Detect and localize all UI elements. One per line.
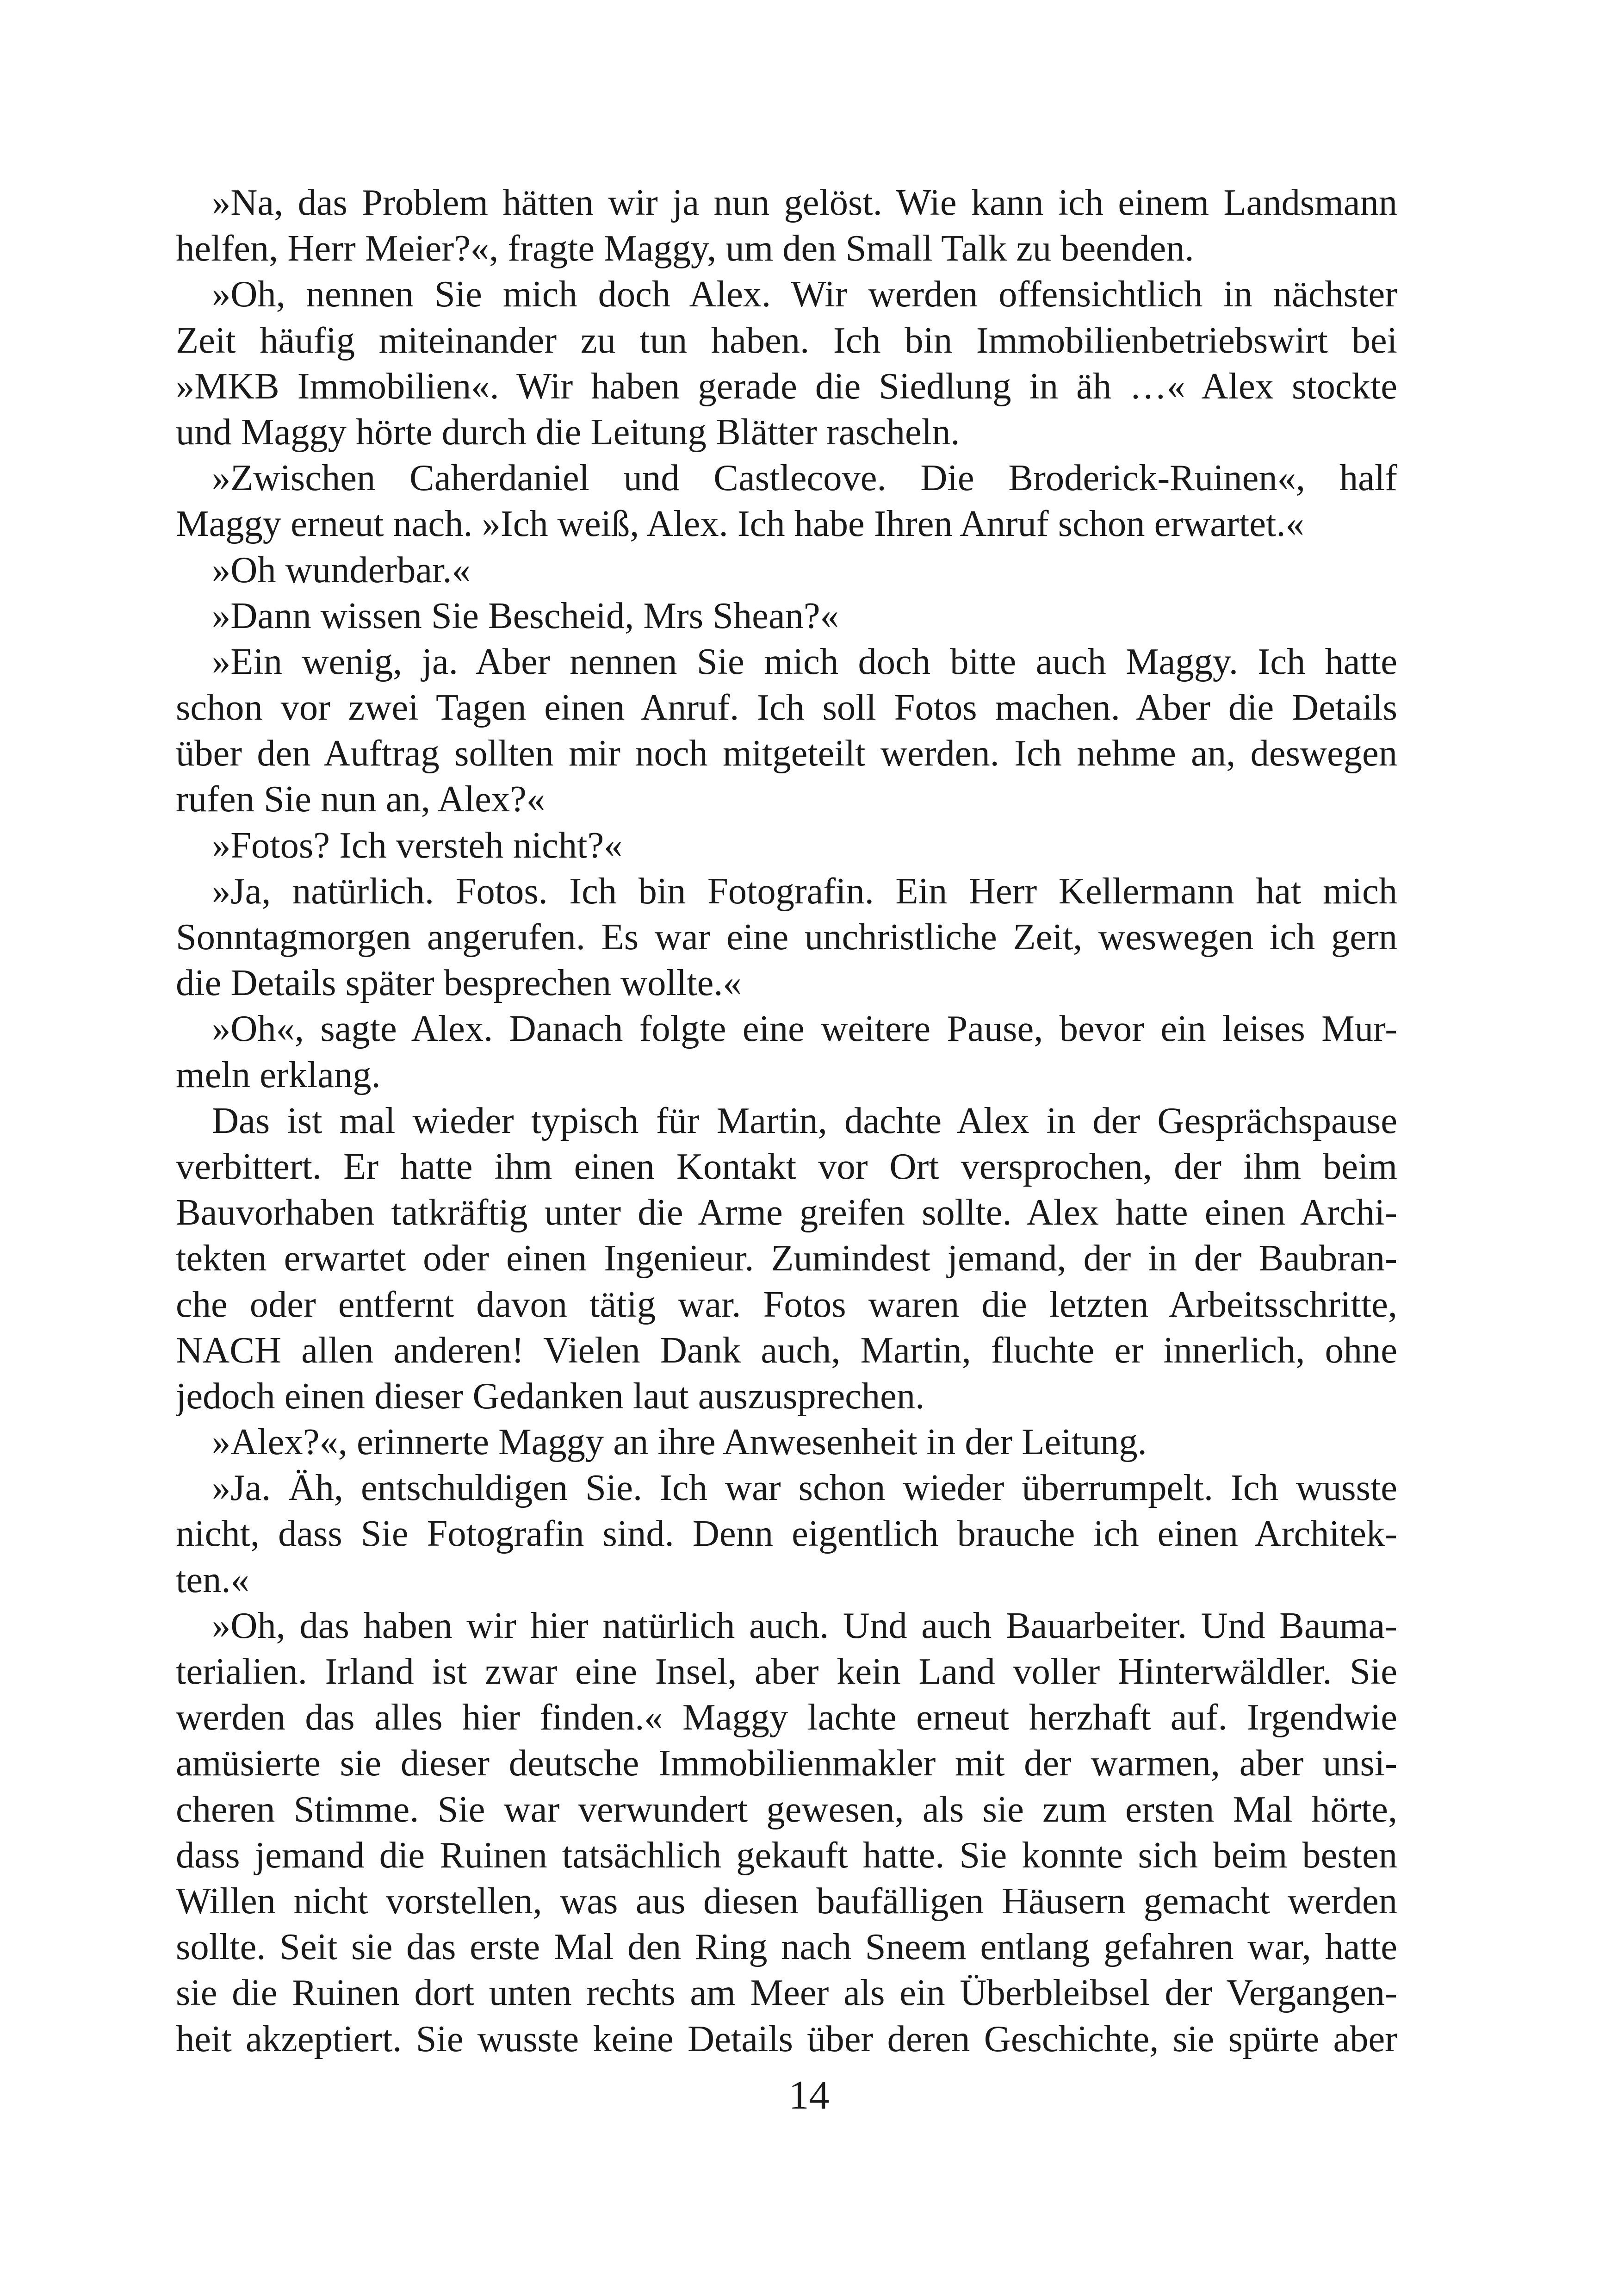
text-line: jedoch einen dieser Gedanken laut auszusprechen. <box>176 1375 925 1417</box>
text-line: amüsierte sie dieser deutsche Immobilienmakler mit der warmen, aber unsi- <box>176 1742 1397 1784</box>
text-line: schon vor zwei Tagen einen Anruf. Ich soll Fotos machen. Aber die Details <box>176 687 1397 728</box>
text-line: Bauvorhaben tatkräftig unter die Arme greifen sollte. Alex hatte einen Archi- <box>176 1192 1397 1233</box>
text-line: meln erklang. <box>176 1054 381 1095</box>
page-number: 14 <box>788 2073 830 2118</box>
text-line: »Dann wissen Sie Bescheid, Mrs Shean?« <box>212 595 839 636</box>
text-line: »Oh«, sagte Alex. Danach folgte eine weitere Pause, bevor ein leises Mur- <box>212 1008 1397 1050</box>
text-line: heit akzeptiert. Sie wusste keine Details über deren Geschichte, sie spürte aber <box>176 2018 1397 2060</box>
text-line: dass jemand die Ruinen tatsächlich gekauft hatte. Sie konnte sich beim besten <box>176 1834 1397 1876</box>
text-line: und Maggy hörte durch die Leitung Blätter rascheln. <box>176 411 960 453</box>
text-line: Maggy erneut nach. »Ich weiß, Alex. Ich habe Ihren Anruf schon erwartet.« <box>176 503 1304 545</box>
text-line: »Oh, das haben wir hier natürlich auch. Und auch Bauarbeiter. Und Bauma- <box>212 1605 1397 1646</box>
text-line: »Oh, nennen Sie mich doch Alex. Wir werden offensichtlich in nächster <box>212 274 1397 315</box>
text-line: die Details später besprechen wollte.« <box>176 962 742 1004</box>
text-line: terialien. Irland ist zwar eine Insel, aber kein Land voller Hinterwäldler. Sie <box>176 1651 1397 1692</box>
text-line: Das ist mal wieder typisch für Martin, dachte Alex in der Gesprächspause <box>212 1100 1397 1141</box>
text-line: Sonntagmorgen angerufen. Es war eine unchristliche Zeit, weswegen ich gern <box>176 916 1397 958</box>
text-line: »Fotos? Ich versteh nicht?« <box>212 824 623 866</box>
text-line: Zeit häufig miteinander zu tun haben. Ich bin Immobilienbetriebswirt bei <box>176 319 1397 361</box>
body-text <box>176 180 1397 2062</box>
text-line: sollte. Seit sie das erste Mal den Ring nach Sneem entlang gefahren war, hatte <box>176 1926 1397 1968</box>
text-line: che oder entfernt davon tätig war. Fotos waren die letzten Arbeitsschritte, <box>176 1283 1397 1325</box>
text-line: helfen, Herr Meier?«, fragte Maggy, um den Small Talk zu beenden. <box>176 228 1194 269</box>
text-line: werden das alles hier finden.« Maggy lachte erneut herzhaft auf. Irgendwie <box>176 1697 1397 1738</box>
text-line: »Ja. Äh, entschuldigen Sie. Ich war schon wieder überrumpelt. Ich wusste <box>212 1467 1397 1509</box>
text-line: sie die Ruinen dort unten rechts am Meer als ein Überbleibsel der Vergangen- <box>176 1972 1397 2014</box>
text-line: NACH allen anderen! Vielen Dank auch, Martin, fluchte er innerlich, ohne <box>176 1329 1397 1371</box>
text-line: verbittert. Er hatte ihm einen Kontakt vor Ort versprochen, der ihm beim <box>176 1145 1397 1187</box>
text-line: »Ja, natürlich. Fotos. Ich bin Fotografin. Ein Herr Kellermann hat mich <box>212 870 1397 912</box>
text-line: Willen nicht vorstellen, was aus diesen baufälligen Häusern gemacht werden <box>176 1880 1397 1922</box>
text-line: »Zwischen Caherdaniel und Castlecove. Die Broderick-Ruinen«, half <box>212 457 1397 499</box>
text-line: tekten erwartet oder einen Ingenieur. Zumindest jemand, der in der Baubran- <box>176 1238 1397 1279</box>
text-line: rufen Sie nun an, Alex?« <box>176 778 546 820</box>
text-line: »Alex?«, erinnerte Maggy an ihre Anwesenheit in der Leitung. <box>212 1421 1147 1463</box>
text-line: über den Auftrag sollten mir noch mitgeteilt werden. Ich nehme an, deswegen <box>176 733 1397 774</box>
text-line: ten.« <box>176 1559 249 1600</box>
text-line: nicht, dass Sie Fotografin sind. Denn eigentlich brauche ich einen Architek- <box>176 1513 1397 1555</box>
text-line: »Ein wenig, ja. Aber nennen Sie mich doch bitte auch Maggy. Ich hatte <box>212 641 1397 682</box>
text-line: »Oh wunderbar.« <box>212 549 471 591</box>
text-line: »Na, das Problem hätten wir ja nun gelöst. Wie kann ich einem Landsmann <box>212 182 1397 223</box>
text-line: »MKB Immobilien«. Wir haben gerade die Siedlung in äh …« Alex stockte <box>176 365 1397 407</box>
text-line: cheren Stimme. Sie war verwundert gewesen, als sie zum ersten Mal hörte, <box>176 1788 1397 1830</box>
